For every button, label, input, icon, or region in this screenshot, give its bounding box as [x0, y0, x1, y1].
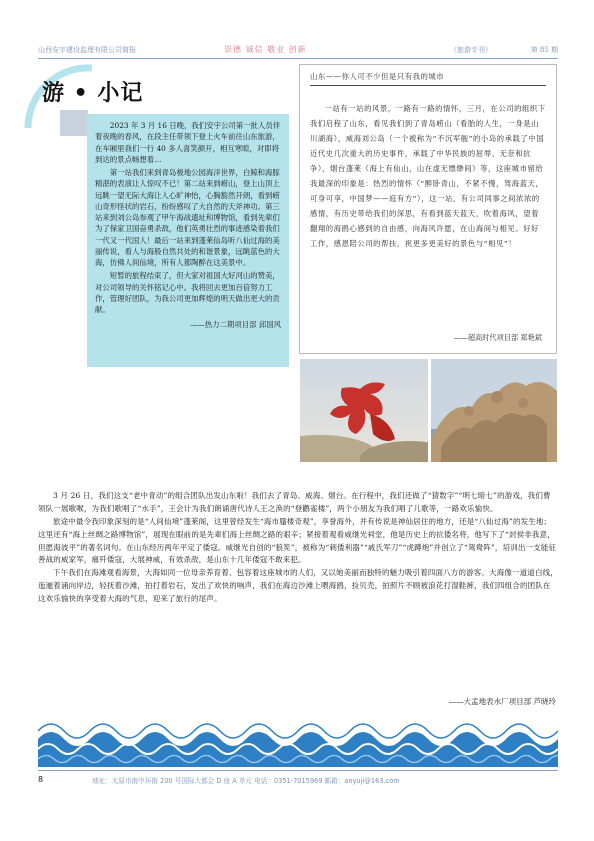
red-character-sculpture-photo — [300, 359, 428, 462]
paragraph: 下午我们在海滩观看海景，大海如同一位母亲养育着、包容着这座城市的人们，又以她美丽而独特的魅力吸引着四面八方的游客。大海像一道道白线，迤逦着涌向岸边，轻抚着沙滩，拍打着岩石，发出了欢快的响声，我们在海边沙滩上喂海鸥，捡贝壳，拍照片不顾被浪花打湿鞋裤，我们四组合的团队在这欢乐愉快的享受着大海的气息，迎来了旅行的尾声。 — [38, 568, 558, 604]
special-issue-label: （旅游专刊） — [450, 46, 492, 54]
page-number: 8 — [38, 775, 44, 784]
author-signature-2: ——大孟地表水厂项目部 芦晓玲 — [448, 697, 556, 706]
paragraph: 旅途中最令我印象深刻的是“人间仙境”蓬莱阁，这里曾经发生“海市蜃楼奇观”，享誉海外，并有传说是神仙居住的地方，还是“八仙过海”的发生地；这里还有“海上丝绸之路博物馆”，展现在眼前的是先辈们海上丝绸之路的艰辛；紧接着观看威继光祠堂，他是历史上的抗倭名将，他写下了“封侯非我意，但愿海波平”的著名词句。在山东经历两年平定了倭寇。威继光自创的“狼筅”，被称为“刺倭利器”“戚氏军刀”“虎蹲炮”并创立了“鸳鸯阵”，培训出一支能征善战的威家军，痛歼倭寇，大展神威，有效杀敌，是山东十几年倭寇不敢来犯。 — [38, 516, 557, 565]
header-divider — [38, 58, 558, 59]
letter-title: 山东——你人可不少但是只有我的城市 — [310, 71, 546, 86]
paragraph: 短暂的旅程结束了，但大家对祖国大好河山的赞美，对公司领导的关怀铭记心中。我将回去更加百倍努力工作，管理好团队，为我公司更加辉煌的明天做出更大的贡献。 — [95, 271, 280, 314]
letter-body: 一站有一站的风景，一路有一路的情怀，三月，在公司的组织下我们启程了山东，看见我们到了青岛崂山（看胎的人生，一身是山川湖海），威海刘公岛（一个被称为“不沉军舰”的小岛的承载了中国近代史几次重大的历史事件，承载了中华民族的屈辱、无奈和抗争），烟台蓬莱（海上有仙山，山在虚无缥缈间）等，这座城市留给我最深的印象是：热烈的情怀（“醉卧青山，不紧不慢，驾海蓝天，可身可享，中国梦——庭有方”），这一站，有公司同事之间浓浓的感情，有历史带给我们的深思，有看到蓝天蓝天，吹着海风，望着翻翔的海鸥心感到的自由感，向海风许愿，在山海间与相见。好好工作，感恩陪公司的帮扶，祝更多更美好的景色与“相见”！ — [310, 104, 546, 248]
page-header — [38, 43, 558, 57]
handwritten-letter — [299, 64, 557, 354]
section-title: 游 • 小记 — [42, 81, 144, 106]
paragraph: 第一站我们来到青岛极地公园海洋世界，白鲸和海豚精湛的表演让人惊叹不已！第二站来到崂山，登上山顶上远眺一望无际大海让人心旷神怡，心胸豁然开朗，看到崂山奇形怪状的岩石，纷纷感叹了大自然的天斧神功。第三站来到刘公岛参观了甲午海战遗址和博物馆，看到先辈们为了保家卫国奋勇杀敌，他们英勇壮烈的事迹感染着我们一代又一代国人！最后一站来到蓬莱仙岛听八仙过海的美丽传说，看人与海般自然共处的和谐景象，远眺蓝色的大海，仿佛人间仙境，所有人都陶醉在这美景中。 — [95, 168, 280, 267]
title-shadow-block — [60, 110, 88, 136]
letter-signature: ——超高时代项目部 郑艳斌 — [453, 333, 542, 342]
footer-contact: 地址：太原市南中环街 200 号国际大都会 D 座 A 单元 电话：0351-7015969 邮箱：anyuji@163.com — [92, 777, 400, 785]
wave-decoration-icon — [38, 709, 558, 767]
paragraph: 3 月 26 日，我们这支“老中青动”的组合团队出发山东啦！我们去了青岛、威海、烟台。在行程中，我们还做了“猜数字”“明七暗七”的游戏，我们曹领队一展歌喉，为我们歌唱了“水手”，王会计为我们朗诵唐代诗人王之涣的“登鹳雀楼”，两个小朋友为我们唱了儿歌等，一路欢乐愉快。 — [38, 491, 551, 513]
travelogue-2 — [38, 490, 558, 606]
paragraph: 2023 年 3 月 16 日晚，我们安宇公司第一批人员伴着夜晚的春风，在段主任带领下登上火车前往山东旅游，在车厢里我们一行 40 多人喜笑颜开，相互寒暄，对即将到达的景点畅想着… — [95, 121, 281, 164]
publisher-name: 山西安宇建设监理有限公司简报 — [38, 46, 136, 54]
footer-divider — [38, 770, 558, 771]
company-motto: 崇德 诚信 敬业 创新 — [224, 45, 307, 54]
eight-immortals-statues-photo — [431, 359, 557, 462]
travelogue-box-1 — [87, 114, 289, 367]
issue-number: 第 85 期 — [530, 46, 558, 54]
author-signature: ——热力二期项目部 邱国风 — [189, 320, 281, 330]
